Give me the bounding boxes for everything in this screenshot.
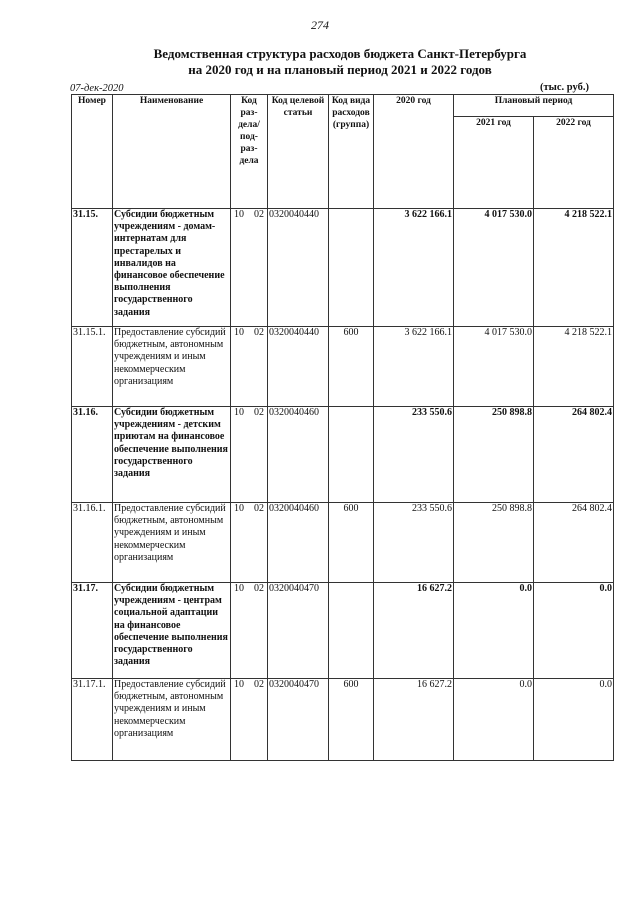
row-target-code: 0320040470 bbox=[268, 583, 329, 679]
row-amount-2022: 4 218 522.1 bbox=[534, 209, 614, 327]
row-name: Субсидии бюджетным учреждениям - центрам социальной адаптации на финансовое обеспечение выполнения государственного задания bbox=[113, 583, 231, 679]
subsection-code: 02 bbox=[254, 503, 264, 514]
row-name: Субсидии бюджетным учреждениям - детским приютам на финансовое обеспечение выполнения государственного задания bbox=[113, 407, 231, 503]
section-code: 10 bbox=[234, 503, 244, 514]
row-amount-2021: 0.0 bbox=[454, 679, 534, 761]
section-code: 10 bbox=[234, 407, 244, 418]
row-amount-2020: 3 622 166.1 bbox=[374, 209, 454, 327]
table-row bbox=[72, 327, 614, 407]
row-target-code: 0320040470 bbox=[268, 679, 329, 761]
row-amount-2022: 264 802.4 bbox=[534, 407, 614, 503]
row-amount-2022: 264 802.4 bbox=[534, 503, 614, 583]
table-row bbox=[72, 679, 614, 761]
header-number: Номер bbox=[72, 95, 113, 209]
section-code: 10 bbox=[234, 327, 244, 338]
row-expense-kind bbox=[329, 209, 374, 327]
table-row bbox=[72, 583, 614, 679]
title-line-1: Ведомственная структура расходов бюджета Санкт-Петербурга bbox=[153, 46, 527, 61]
row-amount-2021: 250 898.8 bbox=[454, 407, 534, 503]
title-line-2: на 2020 год и на плановый период 2021 и 2022 годов bbox=[188, 62, 492, 77]
subsection-code: 02 bbox=[254, 583, 264, 594]
row-section-code bbox=[231, 327, 268, 407]
row-amount-2020: 16 627.2 bbox=[374, 679, 454, 761]
header-year-2021: 2021 год bbox=[454, 117, 534, 209]
row-amount-2020: 233 550.6 bbox=[374, 407, 454, 503]
row-amount-2020: 3 622 166.1 bbox=[374, 327, 454, 407]
header-name: Наименование bbox=[113, 95, 231, 209]
subsection-code: 02 bbox=[254, 679, 264, 690]
row-target-code: 0320040460 bbox=[268, 503, 329, 583]
table-row bbox=[72, 407, 614, 503]
subsection-code: 02 bbox=[254, 209, 264, 220]
row-expense-kind: 600 bbox=[329, 503, 374, 583]
document-date: 07-дек-2020 bbox=[70, 83, 124, 94]
row-section-code bbox=[231, 583, 268, 679]
table-body bbox=[72, 209, 614, 761]
section-code: 10 bbox=[234, 679, 244, 690]
row-amount-2021: 250 898.8 bbox=[454, 503, 534, 583]
row-number: 31.16.1. bbox=[72, 503, 113, 583]
row-number: 31.15. bbox=[72, 209, 113, 327]
row-amount-2020: 233 550.6 bbox=[374, 503, 454, 583]
header-expense-kind: Код вида расходов (группа) bbox=[329, 95, 374, 209]
row-expense-kind bbox=[329, 407, 374, 503]
row-amount-2020: 16 627.2 bbox=[374, 583, 454, 679]
document-title bbox=[60, 46, 620, 78]
row-number: 31.17.1. bbox=[72, 679, 113, 761]
table-row bbox=[72, 209, 614, 327]
budget-table bbox=[71, 94, 614, 761]
units-label: (тыс. руб.) bbox=[540, 82, 589, 93]
row-amount-2021: 4 017 530.0 bbox=[454, 327, 534, 407]
row-expense-kind: 600 bbox=[329, 327, 374, 407]
row-name: Предоставление субсидий бюджетным, автономным учреждениям и иным некоммерческим организациям bbox=[113, 327, 231, 407]
row-target-code: 0320040440 bbox=[268, 327, 329, 407]
row-number: 31.16. bbox=[72, 407, 113, 503]
row-target-code: 0320040460 bbox=[268, 407, 329, 503]
row-number: 31.15.1. bbox=[72, 327, 113, 407]
section-code: 10 bbox=[234, 583, 244, 594]
row-section-code bbox=[231, 209, 268, 327]
row-section-code bbox=[231, 679, 268, 761]
row-amount-2022: 0.0 bbox=[534, 679, 614, 761]
row-name: Субсидии бюджетным учреждениям - домам-интернатам для престарелых и инвалидов на финансовое обеспечение выполнения государственного задания bbox=[113, 209, 231, 327]
row-amount-2021: 0.0 bbox=[454, 583, 534, 679]
row-name: Предоставление субсидий бюджетным, автономным учреждениям и иным некоммерческим организациям bbox=[113, 679, 231, 761]
row-amount-2021: 4 017 530.0 bbox=[454, 209, 534, 327]
header-section-code: Код раз- дела/ под- раз- дела bbox=[231, 95, 268, 209]
page-number: 274 bbox=[311, 18, 329, 32]
header-target-code: Код целевой статьи bbox=[268, 95, 329, 209]
header-planned-period: Плановый период bbox=[454, 95, 614, 117]
table-row bbox=[72, 503, 614, 583]
row-target-code: 0320040440 bbox=[268, 209, 329, 327]
row-number: 31.17. bbox=[72, 583, 113, 679]
header-year-2020: 2020 год bbox=[374, 95, 454, 209]
row-expense-kind bbox=[329, 583, 374, 679]
subsection-code: 02 bbox=[254, 327, 264, 338]
subsection-code: 02 bbox=[254, 407, 264, 418]
row-name: Предоставление субсидий бюджетным, автономным учреждениям и иным некоммерческим организациям bbox=[113, 503, 231, 583]
row-amount-2022: 4 218 522.1 bbox=[534, 327, 614, 407]
row-expense-kind: 600 bbox=[329, 679, 374, 761]
header-year-2022: 2022 год bbox=[534, 117, 614, 209]
section-code: 10 bbox=[234, 209, 244, 220]
row-section-code bbox=[231, 503, 268, 583]
row-section-code bbox=[231, 407, 268, 503]
row-amount-2022: 0.0 bbox=[534, 583, 614, 679]
